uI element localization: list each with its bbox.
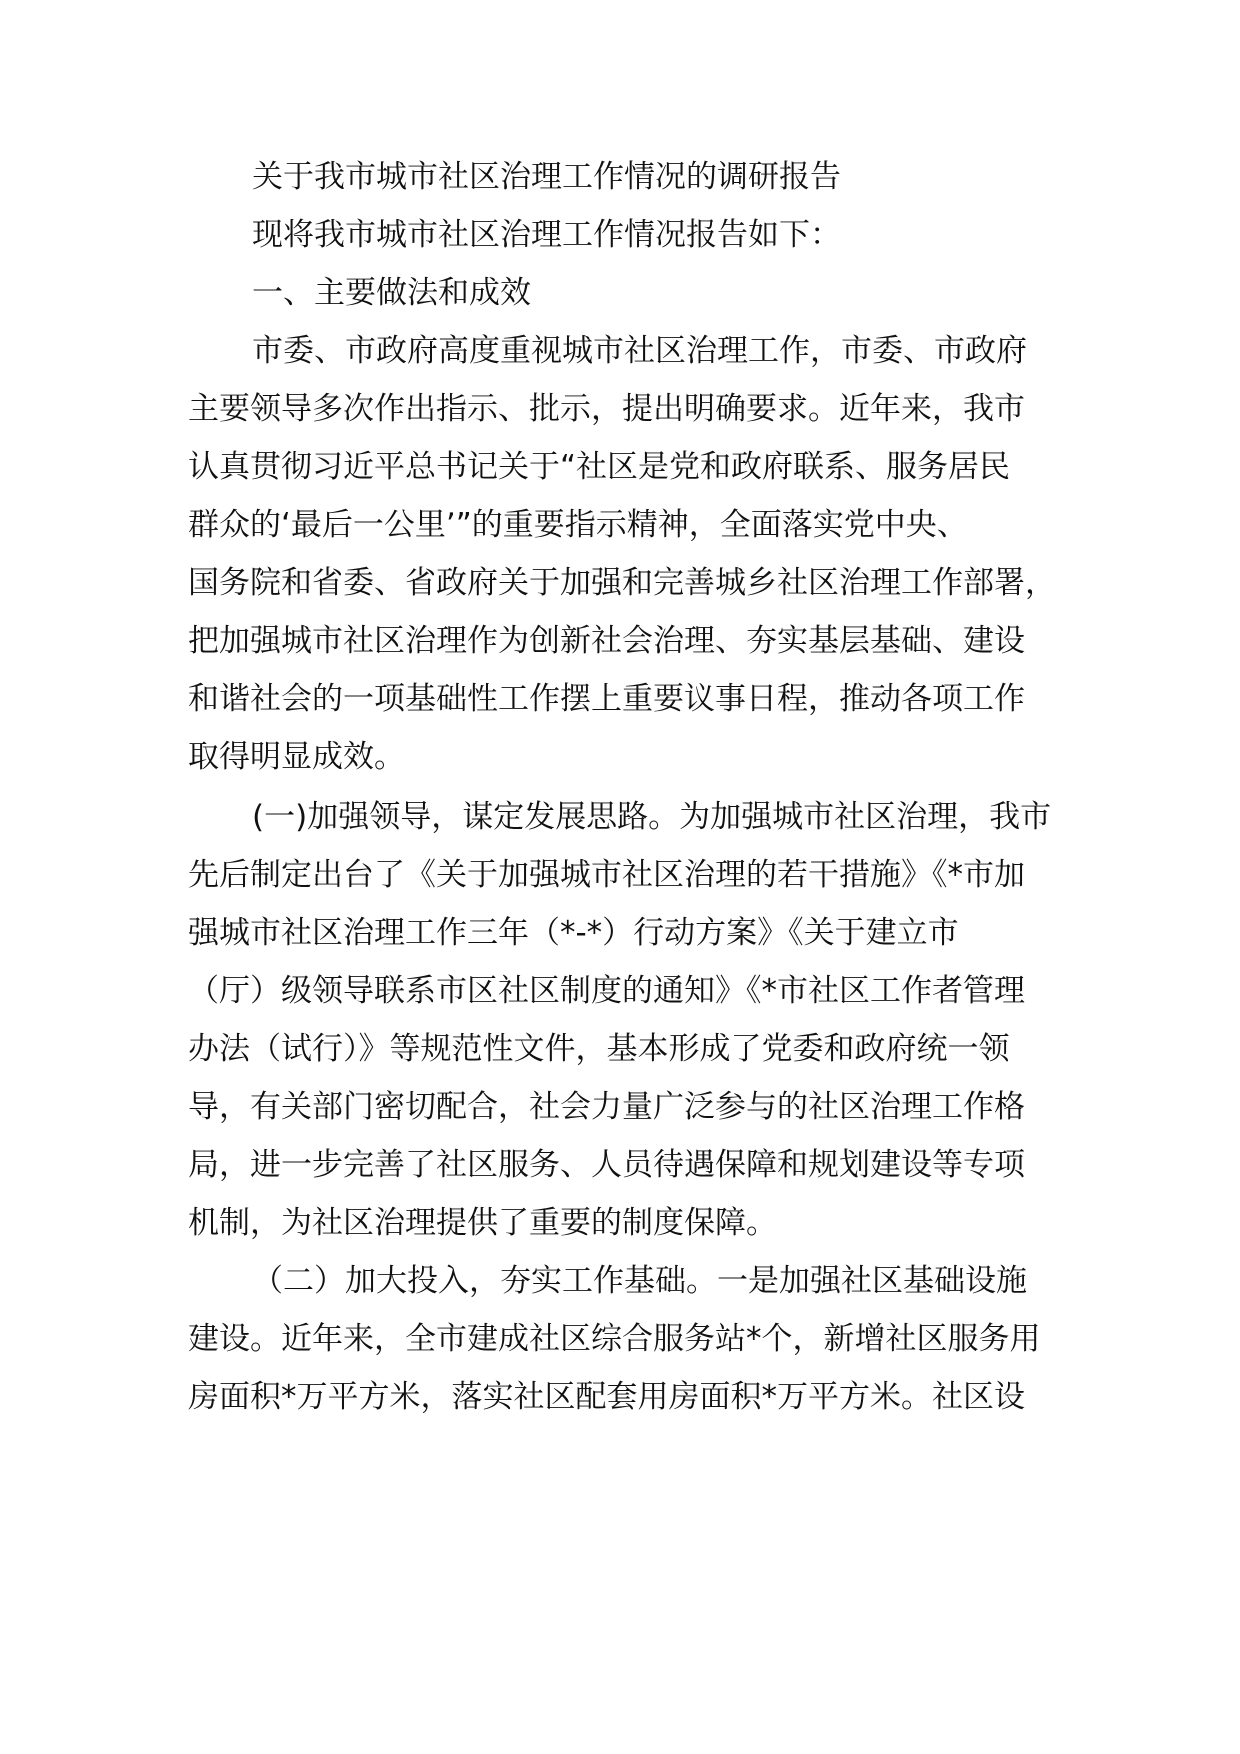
paragraph-line: 市委、市政府高度重视城市社区治理工作，市委、市政府	[252, 333, 1027, 369]
paragraph-line: 把加强城市社区治理作为创新社会治理、夯实基层基础、建设	[188, 623, 1025, 659]
paragraph-line: （二）加大投入，夯实工作基础。一是加强社区基础设施	[252, 1263, 1027, 1299]
paragraph-line: 机制，为社区治理提供了重要的制度保障。	[188, 1205, 777, 1241]
paragraph-line: 群众的‘最后一公里’”的重要指示精神，全面落实党中央、	[188, 507, 968, 543]
paragraph-line: 主要领导多次作出指示、批示，提出明确要求。近年来，我市	[188, 391, 1025, 427]
intro-line: 现将我市城市社区治理工作情况报告如下：	[252, 217, 841, 253]
paragraph-line: 先后制定出台了《关于加强城市社区治理的若干措施》《*市加	[188, 857, 1025, 893]
paragraph-line: 办法（试行）》等规范性文件，基本形成了党委和政府统一领	[188, 1031, 1010, 1067]
section-heading: 一、主要做法和成效	[252, 275, 531, 311]
paragraph-line: 房面积*万平方米，落实社区配套用房面积*万平方米。社区设	[188, 1379, 1025, 1415]
paragraph-line: 认真贯彻习近平总书记关于“社区是党和政府联系、服务居民	[188, 449, 1011, 485]
paragraph-line: 局，进一步完善了社区服务、人员待遇保障和规划建设等专项	[188, 1147, 1025, 1183]
paragraph-line: 强城市社区治理工作三年（*-*）行动方案》《关于建立市	[188, 915, 959, 951]
paragraph-line: 和谐社会的一项基础性工作摆上重要议事日程，推动各项工作	[188, 681, 1025, 717]
paragraph-line: 建设。近年来，全市建成社区综合服务站*个，新增社区服务用	[188, 1321, 1041, 1357]
paragraph-line: 取得明显成效。	[188, 739, 405, 775]
paragraph-line: （厅）级领导联系市区社区制度的通知》《*市社区工作者管理	[188, 973, 1025, 1009]
paragraph-line: 国务院和省委、省政府关于加强和完善城乡社区治理工作部署，	[188, 565, 1056, 601]
paragraph-line: 导，有关部门密切配合，社会力量广泛参与的社区治理工作格	[188, 1089, 1025, 1125]
document-title: 关于我市城市社区治理工作情况的调研报告	[252, 159, 841, 195]
paragraph-line: (一)加强领导，谋定发展思路。为加强城市社区治理，我市	[252, 799, 1052, 835]
